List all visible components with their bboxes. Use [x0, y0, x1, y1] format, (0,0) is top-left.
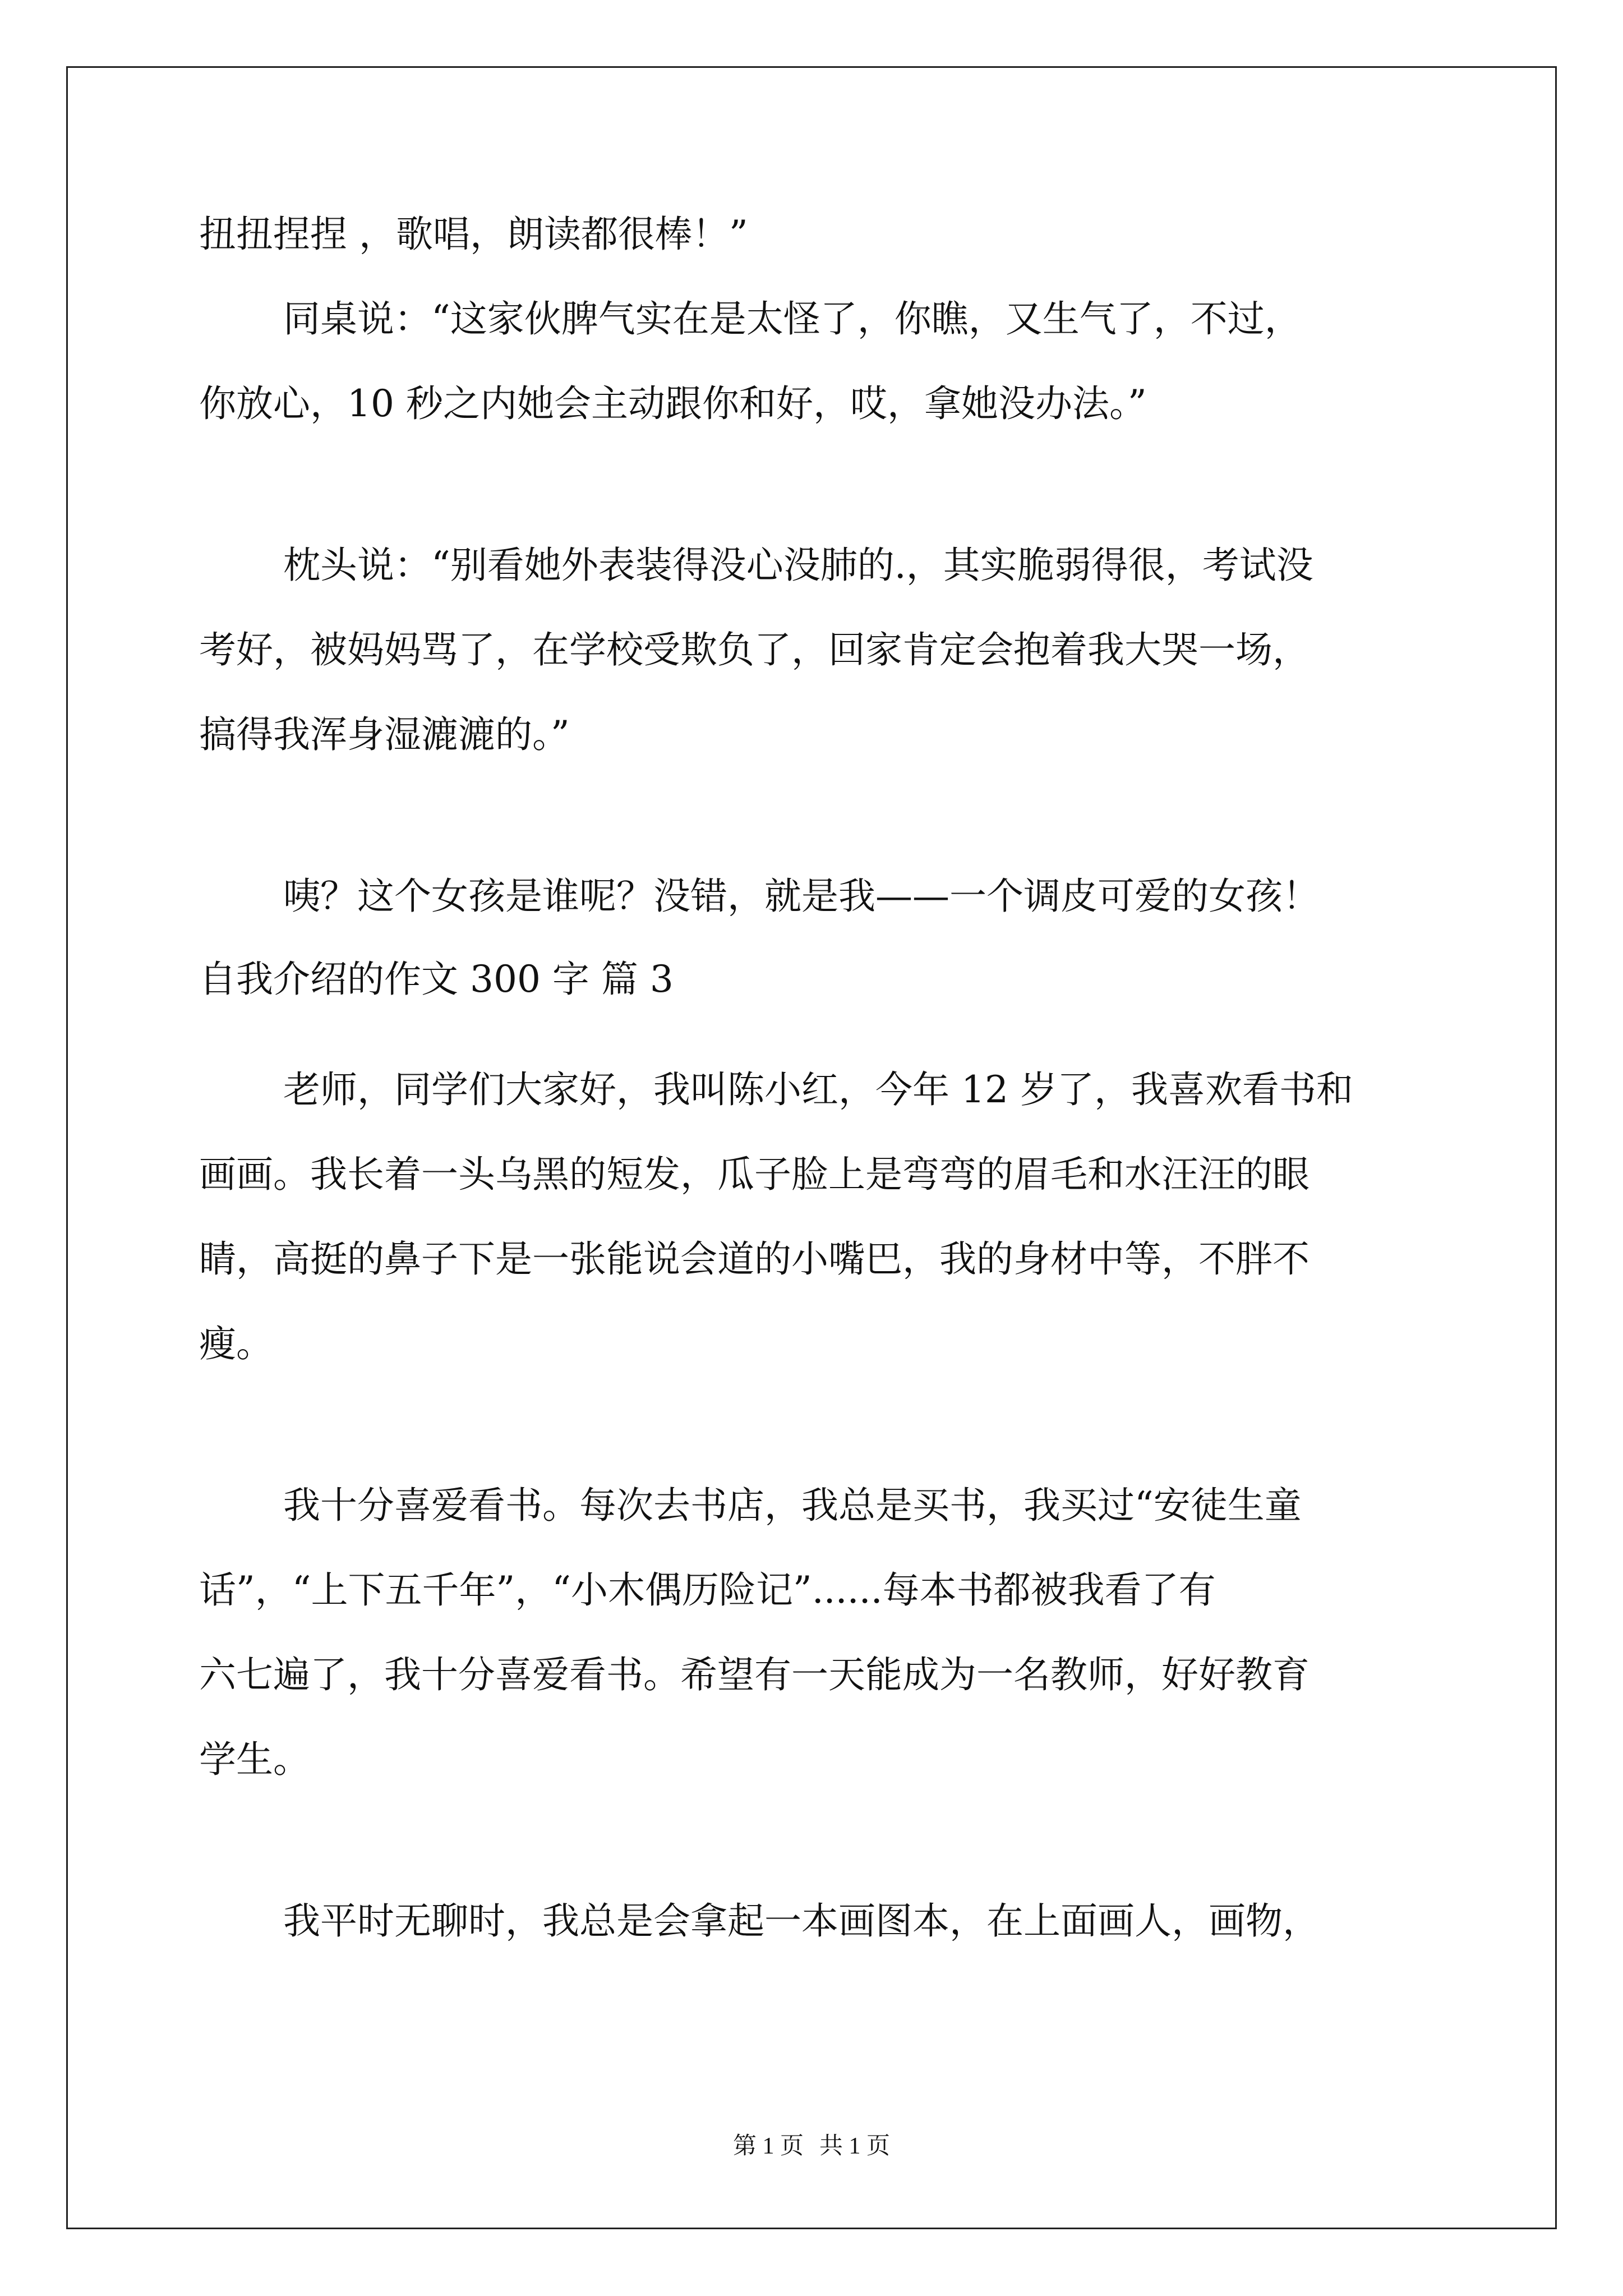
text-line: 扭扭捏捏 ，歌唱，朗读都很棒！” [199, 213, 748, 256]
text-line: 同桌说：“这家伙脾气实在是太怪了，你瞧，又生气了，不过， [283, 297, 1302, 341]
text-line: 咦？这个女孩是谁呢？没错，就是我——一个调皮可爱的女孩！ [283, 875, 1320, 918]
page-footer [0, 2134, 1623, 2158]
text-line: 我十分喜爱看书。每次去书店，我总是买书，我买过“安徒生童 [283, 1484, 1302, 1527]
text-line: 枕头说：“别看她外表装得没心没肺的.，其实脆弱得很，考试没 [283, 544, 1313, 587]
section-heading: 自我介绍的作文 300 字 篇 3 [199, 958, 674, 1001]
text-line: 画画。我长着一头乌黑的短发，瓜子脸上是弯弯的眉毛和水汪汪的眼 [199, 1153, 1310, 1196]
text-line: 六七遍了，我十分喜爱看书。希望有一天能成为一名教师，好好教育 [199, 1653, 1310, 1696]
page-total: 共 1 页 [819, 2133, 891, 2159]
text-line: 老师，同学们大家好，我叫陈小红，今年 12 岁了，我喜欢看书和 [283, 1068, 1353, 1111]
text-line: 睛，高挺的鼻子下是一张能说会道的小嘴巴，我的身材中等，不胖不 [199, 1237, 1310, 1281]
text-line: 搞得我浑身湿漉漉的。” [199, 713, 570, 756]
text-line: 话”，“上下五千年”，“小木偶历险记”......每本书都被我看了有 [199, 1568, 1216, 1612]
text-line: 我平时无聊时，我总是会拿起一本画图本，在上面画人，画物， [283, 1899, 1320, 1943]
text-line: 瘦。 [199, 1322, 273, 1365]
text-line: 考好，被妈妈骂了，在学校受欺负了，回家肯定会抱着我大哭一场， [199, 628, 1310, 671]
page-number: 第 1 页 [732, 2133, 804, 2159]
text-line: 你放心，10 秒之内她会主动跟你和好，哎，拿她没办法。” [199, 382, 1147, 425]
text-line: 学生。 [199, 1738, 310, 1781]
